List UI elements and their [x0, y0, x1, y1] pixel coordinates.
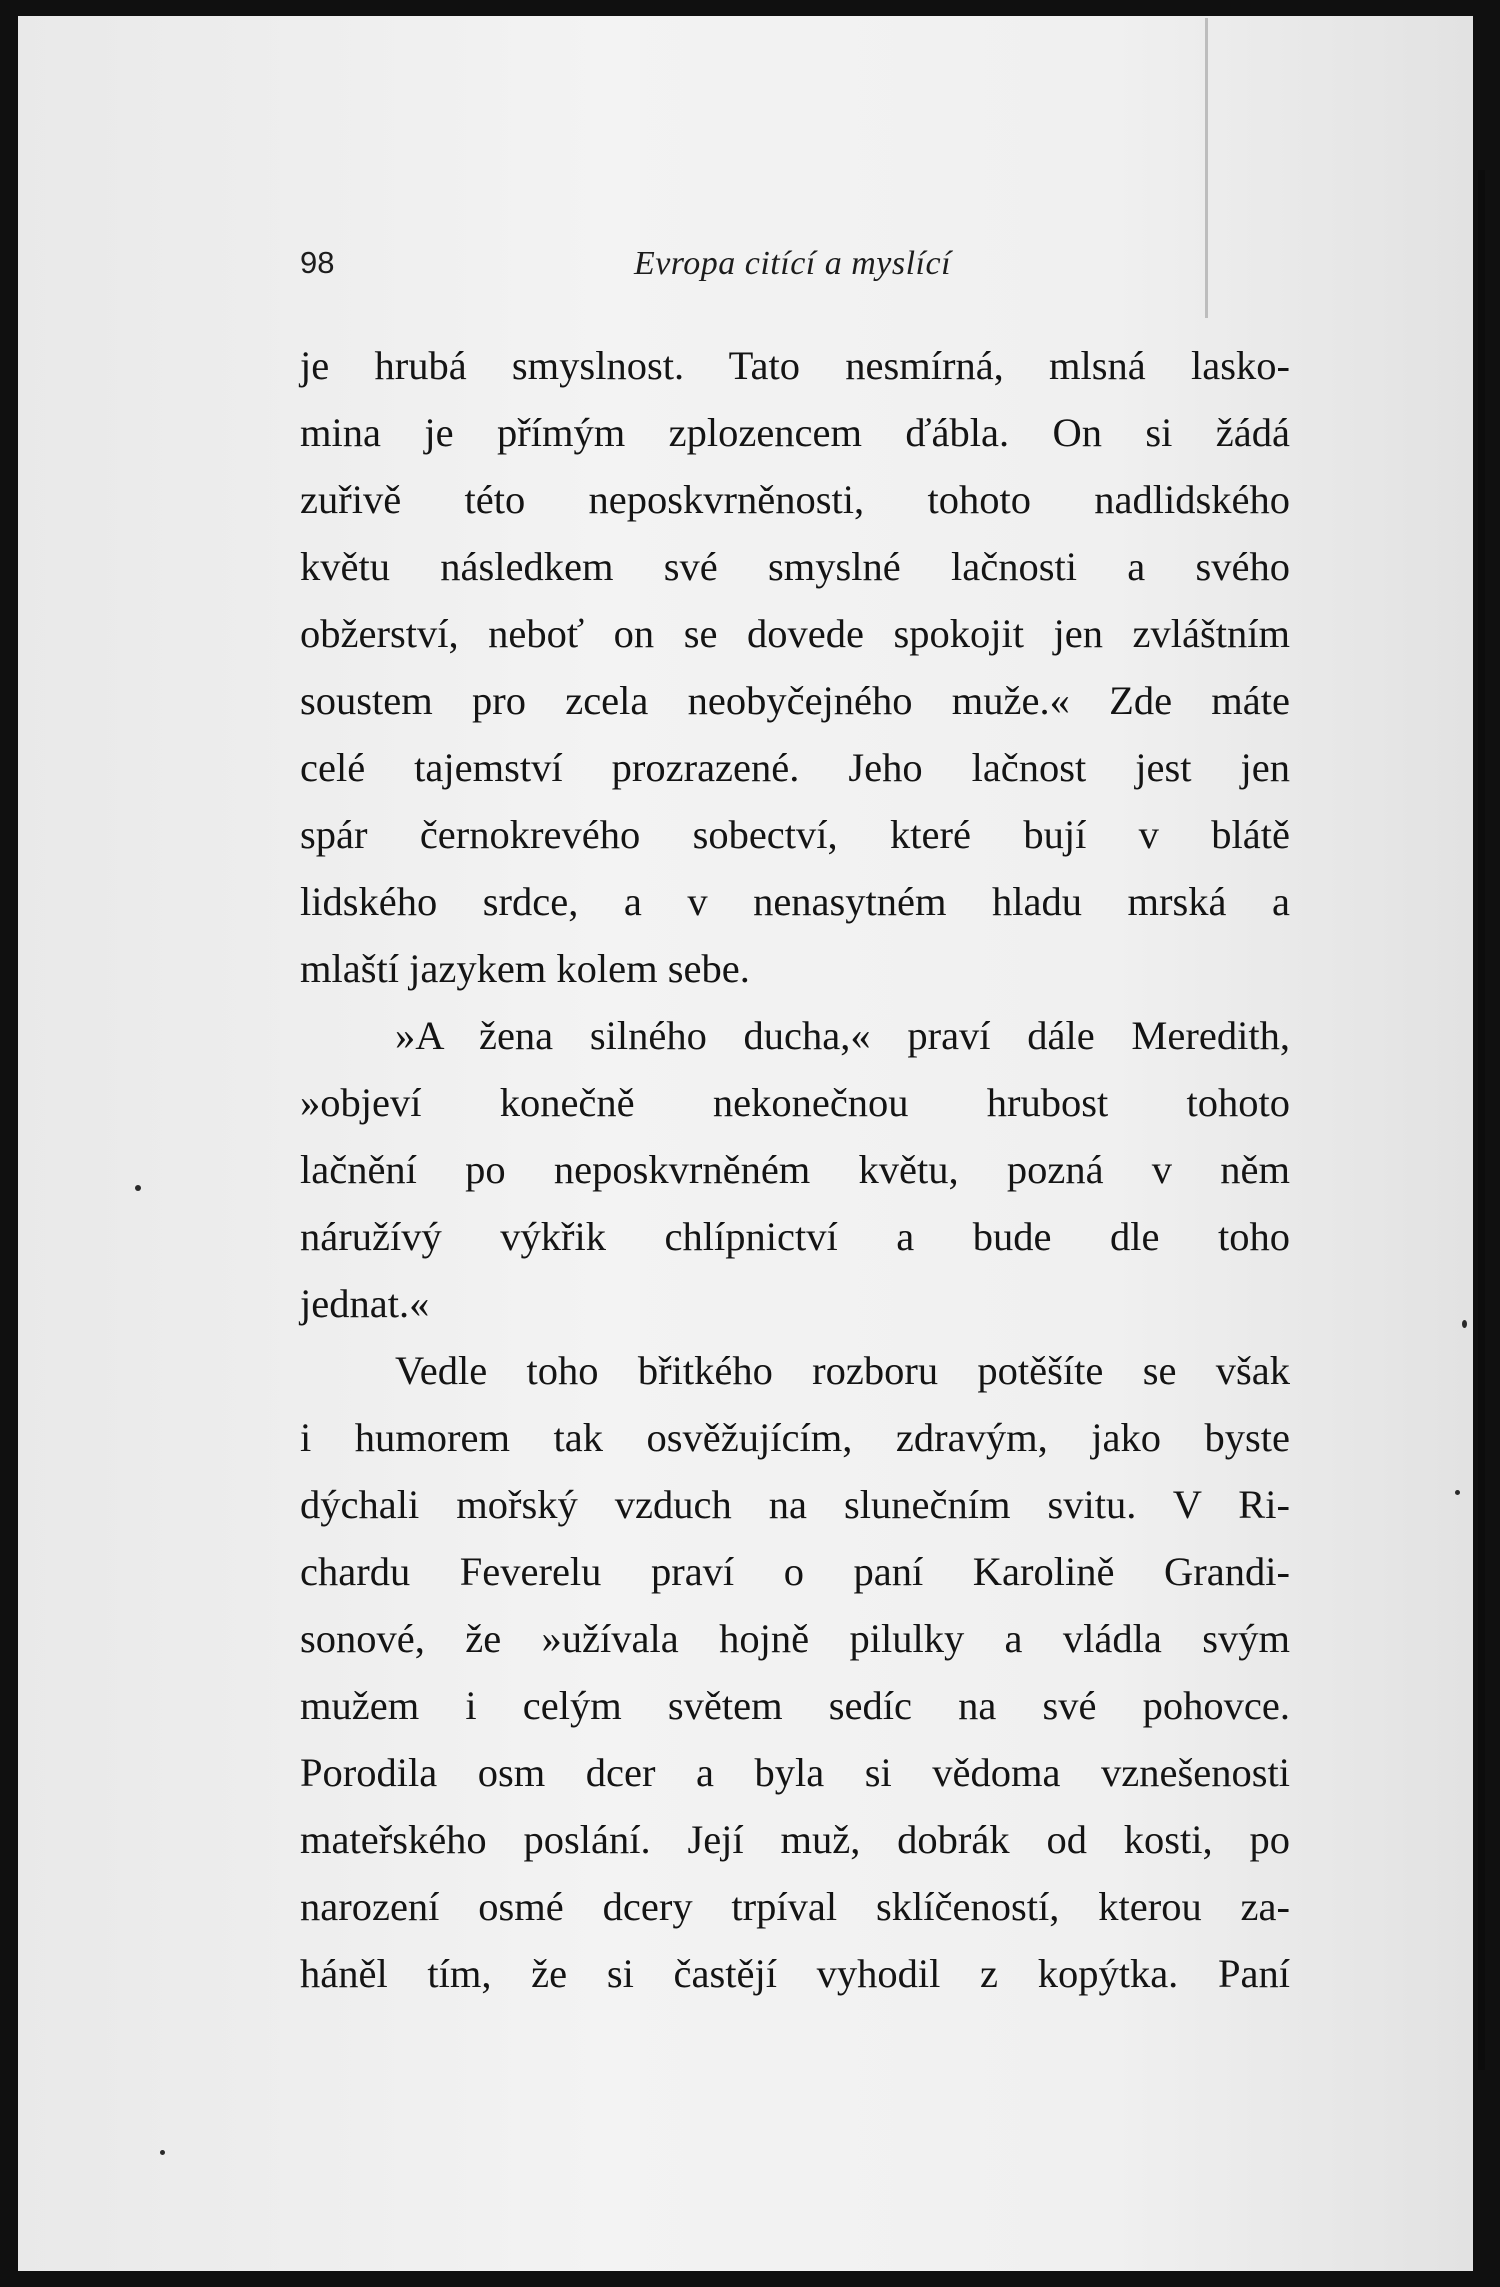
running-head: Evropa citící a myslící: [633, 245, 952, 282]
text-line: jednat.«: [300, 1281, 430, 1326]
dust-speck: [1462, 1320, 1467, 1328]
text-line: dýchali mořský vzduch na slunečním svitu. V Ri-: [300, 1482, 1290, 1527]
text-line: lidského srdce, a v nenasytném hladu mrská a: [300, 879, 1290, 924]
text-line: i humorem tak osvěžujícím, zdravým, jako byste: [300, 1415, 1290, 1460]
text-line: mužem i celým světem sedíc na své pohovce.: [300, 1683, 1290, 1728]
text-line: »A žena silného ducha,« praví dále Meredith,: [395, 1013, 1290, 1058]
text-line: mina je přímým zplozencem ďábla. On si žádá: [300, 410, 1290, 455]
text-line: mateřského poslání. Její muž, dobrák od kosti, po: [300, 1817, 1290, 1862]
text-line: sonové, že »užívala hojně pilulky a vládla svým: [300, 1616, 1290, 1661]
body-text: [300, 332, 1290, 2007]
page-header: [300, 245, 1285, 285]
text-line: narození osmé dcery trpíval sklíčeností, kterou za-: [300, 1884, 1290, 1929]
text-line: obžerství, neboť on se dovede spokojit jen zvláštním: [300, 611, 1290, 656]
text-line: náružívý výkřik chlípnictví a bude dle toho: [300, 1214, 1290, 1259]
page-number: 98: [300, 245, 335, 280]
text-line: je hrubá smyslnost. Tato nesmírná, mlsná lasko-: [300, 343, 1290, 388]
text-line: zuřivě této neposkvrněnosti, tohoto nadlidského: [300, 477, 1290, 522]
dust-speck: [135, 1185, 141, 1191]
dust-speck: [160, 2150, 165, 2155]
text-line: soustem pro zcela neobyčejného muže.« Zde máte: [300, 678, 1290, 723]
text-line: háněl tím, že si častějí vyhodil z kopýtka. Paní: [300, 1951, 1290, 1996]
text-line: lačnění po neposkvrněném květu, pozná v něm: [300, 1147, 1290, 1192]
dust-speck: [1455, 1490, 1460, 1495]
text-line: mlaští jazykem kolem sebe.: [300, 946, 750, 991]
text-line: celé tajemství prozrazené. Jeho lačnost jest jen: [300, 745, 1290, 790]
text-line: Porodila osm dcer a byla si vědoma vznešenosti: [300, 1750, 1290, 1795]
text-line: Vedle toho břitkého rozboru potěšíte se však: [395, 1348, 1290, 1393]
page-edge-shadow: [1478, 170, 1485, 2070]
text-line: chardu Feverelu praví o paní Karolině Grandi-: [300, 1549, 1290, 1594]
text-line: spár černokrevého sobectví, které bují v blátě: [300, 812, 1290, 857]
text-line: květu následkem své smyslné lačnosti a svého: [300, 544, 1290, 589]
text-line: »objeví konečně nekonečnou hrubost tohoto: [300, 1080, 1290, 1125]
